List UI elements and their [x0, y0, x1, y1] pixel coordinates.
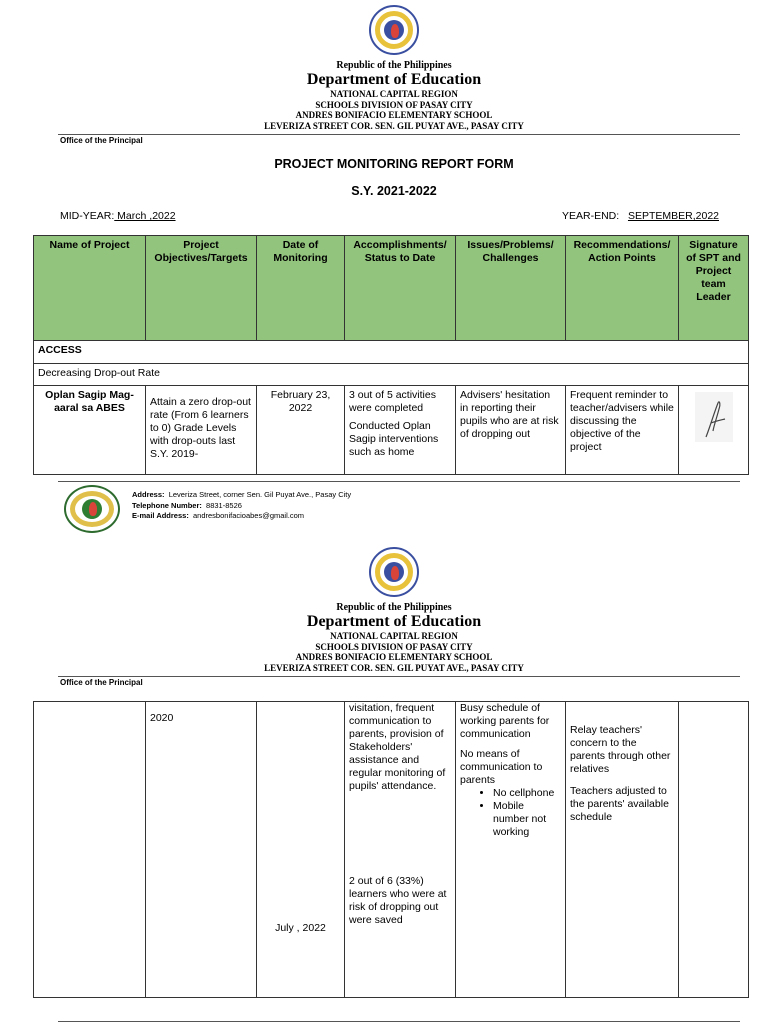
header-divider-2 [58, 676, 740, 677]
address-text: Leveriza Street, corner Sen. Gil Puyat Ave., Pasay City [168, 490, 352, 499]
signature-image [694, 391, 734, 443]
header-divider [58, 134, 740, 135]
footer-divider-2 [58, 1021, 740, 1022]
footer-divider [58, 481, 740, 482]
phone-text: 8831-8526 [206, 500, 242, 510]
midyear-value: March ,2022 [114, 210, 176, 222]
recommendation-2: Relay teachers' concern to the parents through other relatives [570, 724, 671, 775]
deped-seal-logo [369, 5, 419, 55]
letterhead [0, 60, 768, 131]
list-item: • No cellphone [493, 787, 561, 800]
department-text: Department of Education [306, 71, 482, 88]
recommendation-text: Frequent reminder to teacher/advisers while discussing the objective of the project [566, 386, 679, 475]
header-accomplishments: Accomplishments/ Status to Date [345, 236, 456, 341]
subsection-dropout: Decreasing Drop-out Rate [34, 364, 749, 386]
monitoring-table-page1 [33, 235, 749, 475]
monitoring-date-2: July , 2022 [257, 702, 345, 998]
monitoring-date: February 23, 2022 [257, 386, 345, 475]
republic-text-2: Republic of the Philippines [336, 602, 452, 613]
letterhead-2 [0, 602, 768, 673]
accomplishment-2: Conducted Oplan Sagip interventions such as home [349, 420, 439, 458]
midyear-field [60, 210, 176, 222]
issues-cell-2 [456, 702, 566, 998]
issue-2: Busy schedule of working parents for communication [460, 702, 550, 740]
accomplishments-cell-2 [345, 702, 456, 998]
accomplishment-3: visitation, frequent communication to parents, provision of Stakeholders' assistance and regular monitoring of pupils' attendance. [349, 702, 446, 792]
footer-contact [132, 490, 351, 522]
midyear-label: MID-YEAR: [60, 210, 115, 222]
republic-text: Republic of the Philippines [336, 60, 452, 71]
deped-seal-logo-2 [369, 547, 419, 597]
accomplishment-1: 3 out of 5 activities were completed [349, 389, 436, 414]
issue-text: Advisers' hesitation in reporting their pupils who are at risk of dropping out [456, 386, 566, 475]
signature-cell-2 [679, 702, 749, 998]
email-label: E-mail Address: [132, 511, 189, 520]
header-signature: Signature of SPT and Project team Leader [679, 236, 749, 341]
monitoring-table-page2 [33, 701, 749, 998]
office-label-2: Office of the Principal [60, 678, 143, 687]
accomplishments-cell [345, 386, 456, 475]
table-header-row [34, 236, 749, 341]
school-text: ANDRES BONIFACIO ELEMENTARY SCHOOL [295, 110, 493, 120]
table-row [34, 386, 749, 475]
yearend-field [562, 210, 719, 222]
signature-cell [679, 386, 749, 475]
division-text-2: SCHOOLS DIVISION OF PASAY CITY [315, 641, 473, 652]
header-issues: Issues/Problems/ Challenges [456, 236, 566, 341]
list-item: • Mobile number not working [493, 800, 561, 839]
header-recommendations: Recommendations/ Action Points [566, 236, 679, 341]
office-label: Office of the Principal [60, 136, 143, 145]
project-name-cont [34, 702, 146, 998]
issue-bullet-list [460, 787, 561, 839]
project-objective-cont: 2020 [146, 702, 257, 998]
header-name: Name of Project [34, 236, 146, 341]
form-title: PROJECT MONITORING REPORT FORM [274, 157, 514, 171]
accomplishment-4: 2 out of 6 (33%) learners who were at risk of dropping out were saved [349, 875, 447, 926]
recommendations-cell-2 [566, 702, 679, 998]
school-seal-logo [64, 485, 120, 533]
section-access: ACCESS [34, 341, 749, 364]
region-text-2: NATIONAL CAPITAL REGION [330, 631, 458, 641]
recommendation-3: Teachers adjusted to the parents' available schedule [570, 785, 669, 823]
yearend-label: YEAR-END: [562, 210, 620, 222]
division-text: SCHOOLS DIVISION OF PASAY CITY [315, 99, 473, 110]
table-row [34, 702, 749, 998]
street-text: LEVERIZA STREET COR. SEN. GIL PUYAT AVE., PASAY CITY [264, 120, 524, 131]
address-label: Address: [132, 490, 165, 499]
header-date: Date of Monitoring [257, 236, 345, 341]
school-text-2: ANDRES BONIFACIO ELEMENTARY SCHOOL [295, 652, 493, 662]
school-year: S.Y. 2021-2022 [351, 184, 437, 198]
phone-label: Telephone Number: [132, 500, 202, 510]
issue-3: No means of communication to parents [460, 748, 543, 786]
subsection-row [34, 364, 749, 386]
yearend-value: SEPTEMBER,2022 [627, 210, 719, 222]
project-name: Oplan Sagip Mag-aaral sa ABES [34, 386, 146, 475]
email-text: andresbonifacioabes@gmail.com [193, 511, 305, 520]
street-text-2: LEVERIZA STREET COR. SEN. GIL PUYAT AVE., PASAY CITY [264, 662, 524, 673]
region-text: NATIONAL CAPITAL REGION [330, 89, 458, 99]
department-text-2: Department of Education [306, 613, 482, 630]
section-row [34, 341, 749, 364]
header-objectives: Project Objectives/Targets [146, 236, 257, 341]
project-objective: Attain a zero drop-out rate (From 6 learners to 0) Grade Levels with drop-outs last S.Y. 2019- [146, 386, 257, 475]
